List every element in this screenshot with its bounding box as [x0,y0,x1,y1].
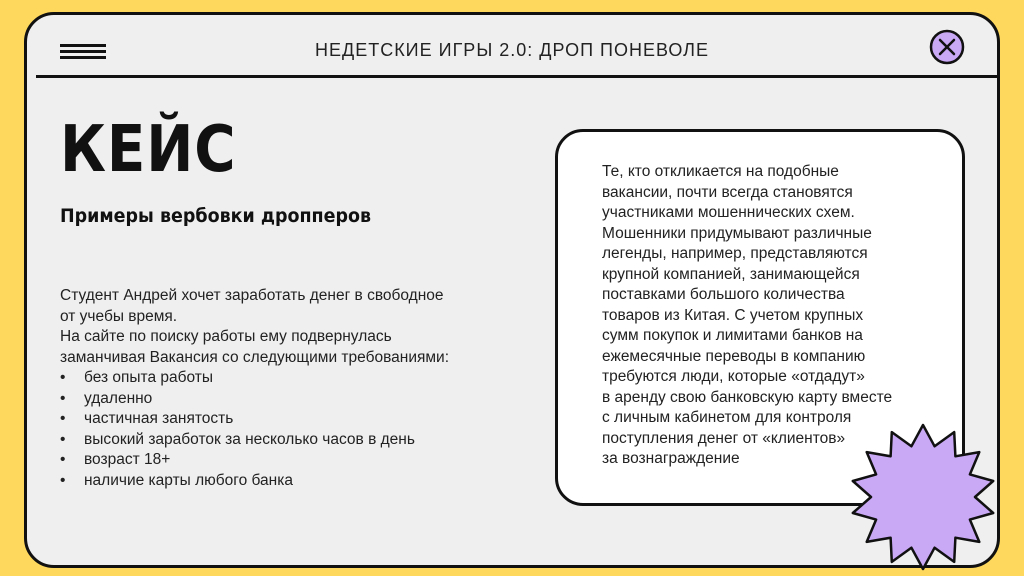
card-line: требуются люди, которые «отдадут» [602,368,865,385]
story-line: от учебы время. [60,307,178,325]
card-line: поступления денег от «клиентов» [602,429,846,447]
story-line: Студент Андрей хочет заработать денег в свободное [60,287,444,304]
card-line: в аренду свою банковскую карту вместе [602,388,893,406]
card-line: Те, кто откликается на подобные [602,163,839,180]
case-story [60,286,520,491]
card-line: сумм покупок и лимитами банков на [602,327,863,344]
header-title: НЕДЕТСКИЕ ИГРЫ 2.0: ДРОП ПОНЕВОЛЕ [315,40,709,60]
card-line: ежемесячные переводы в компанию [602,347,866,365]
card-line: Мошенники придумывают различные [602,224,872,242]
requirement-item: • высокий заработок за несколько часов в день [60,430,520,451]
case-subtitle: Примеры вербовки дропперов [60,205,372,227]
card-line: поставками большого количества [602,286,845,303]
story-line: На сайте по поиску работы ему подвернулась [60,328,392,345]
card-line: с личным кабинетом для контроля [602,409,852,426]
card-line: легенды, например, представляются [602,245,868,262]
requirement-item: • наличие карты любого банка [60,471,520,492]
card-line: товаров из Китая. С учетом крупных [602,306,864,324]
card-line: участниками мошеннических схем. [602,204,855,221]
story-line: заманчивая Вакансия со следующими требованиями: [60,348,449,366]
requirement-item: • возраст 18+ [60,450,520,471]
card-line: крупной компанией, занимающейся [602,265,860,283]
close-icon[interactable] [929,29,965,65]
requirements-list [60,368,520,491]
requirement-item: • без опыта работы [60,368,520,389]
case-title: КЕЙС [60,113,237,187]
card-line: вакансии, почти всегда становятся [602,183,853,201]
header-divider [36,75,998,78]
starburst-decoration [848,422,998,572]
card-line: за вознаграждение [602,450,740,467]
requirement-item: • удаленно [60,389,520,410]
requirement-item: • частичная занятость [60,409,520,430]
